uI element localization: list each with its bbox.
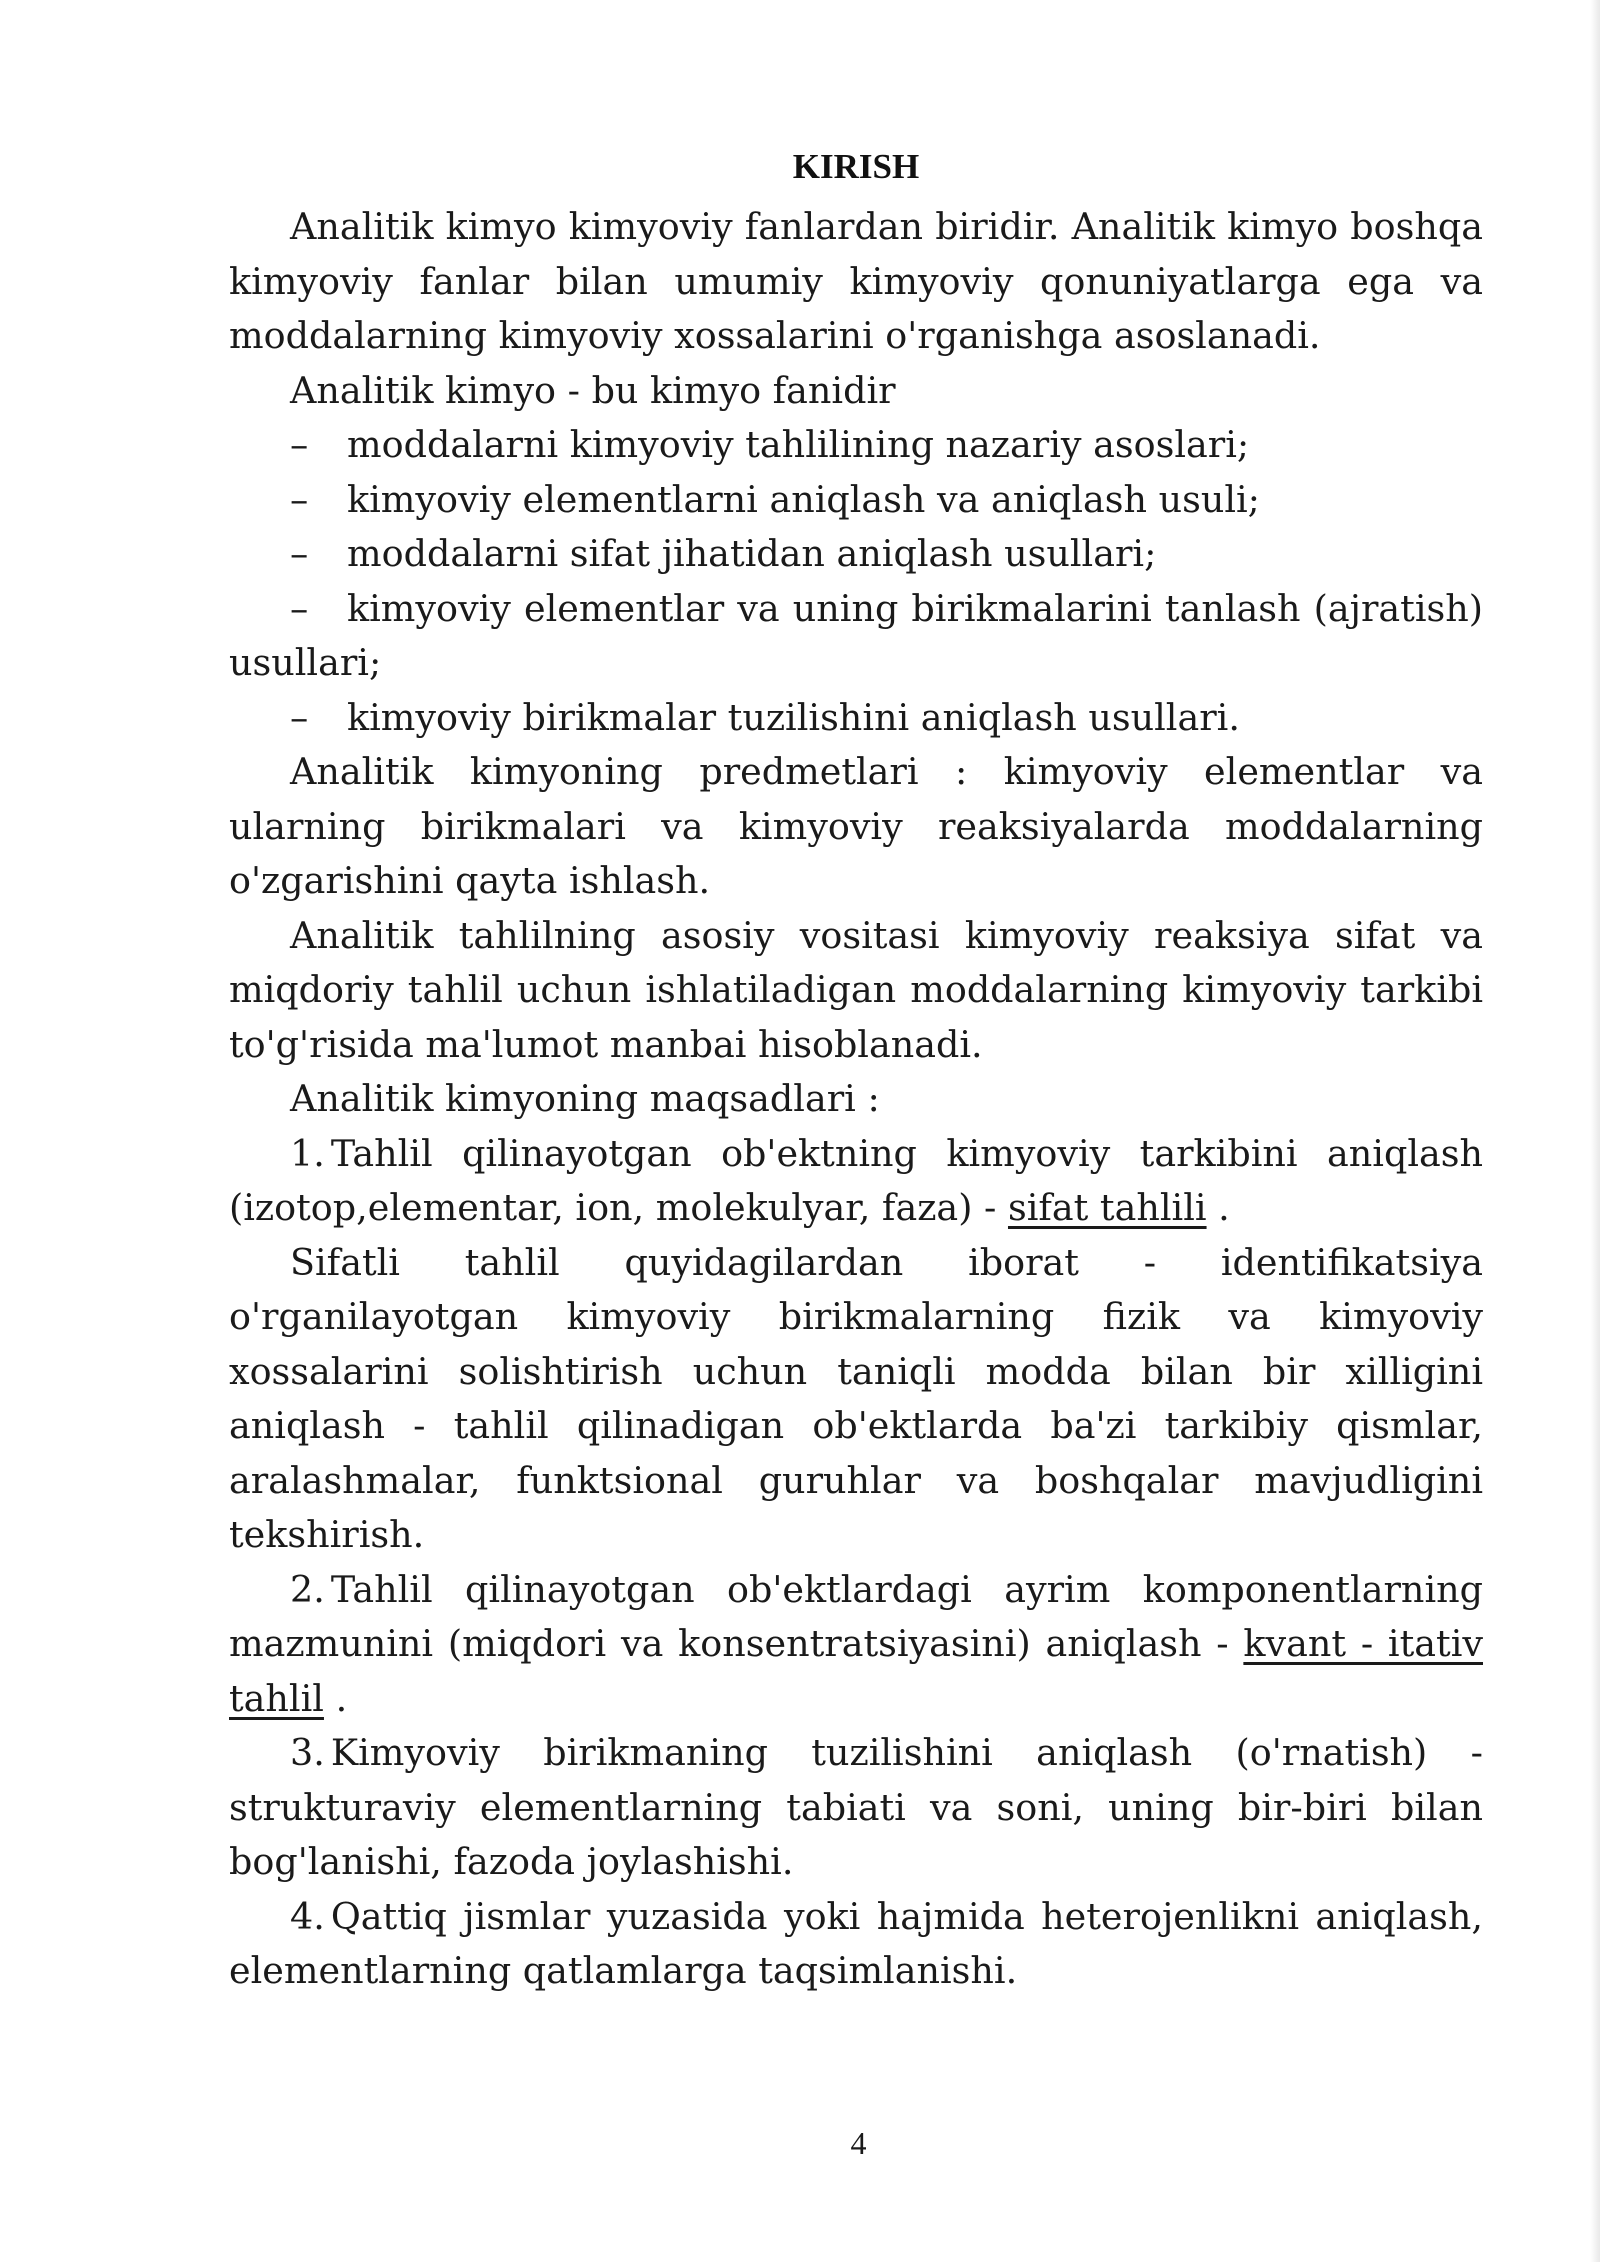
list-item-text: kimyoviy elementlarni aniqlash va aniqlash usuli; <box>347 477 1260 521</box>
goal-number: 3. <box>290 1731 325 1774</box>
quantitative-analysis-link[interactable]: kvant - itativ tahlil <box>229 1622 1483 1720</box>
qualitative-paragraph: Sifatli tahlil quyidagilardan iborat - identifikatsiya o'rganilayotgan kimyoviy birikmalarning fizik va kimyoviy xossalarini solishtirish uchun taniqli modda bilan bir xilligini aniqlash - tahlil qilinadigan ob'ektlarda ba'zi tarkibiy qismlar, aralashmalar, funktsional guruhlar va boshqalar mavjudligini tekshirish. <box>229 1240 1483 1556</box>
list-item <box>229 418 1483 473</box>
list-item <box>229 582 1483 691</box>
list-item-text: moddalarni sifat jihatidan aniqlash usullari; <box>347 532 1157 575</box>
goal-item-3 <box>229 1726 1483 1890</box>
page-title: KIRISH <box>792 147 920 186</box>
list-item-text: kimyoviy elementlar va uning birikmalarini tanlash (ajratish) usullari; <box>229 586 1483 684</box>
goal-text: Tahlil qilinayotgan ob'ektlardagi ayrim komponentlarning mazmunini (miqdori va konsentratsiyasini) aniqlash - <box>229 1567 1483 1665</box>
goal-number: 1. <box>290 1131 325 1175</box>
goals-heading: Analitik kimyoning maqsadlari : <box>290 1077 880 1120</box>
list-item <box>229 527 1483 582</box>
page-number: 4 <box>850 2125 867 2161</box>
definition-paragraph: Analitik kimyo - bu kimyo fanidir <box>290 368 896 412</box>
list-item-text: moddalarni kimyoviy tahlilining nazariy asoslari; <box>347 423 1250 466</box>
list-dash: – <box>290 532 309 575</box>
page-content <box>229 140 1483 1999</box>
goal-item-2 <box>229 1563 1483 1727</box>
definition-list <box>229 418 1483 745</box>
list-item <box>229 473 1483 528</box>
goal-number: 2. <box>290 1567 325 1611</box>
subject-paragraph: Analitik kimyoning predmetlari : kimyoviy elementlar va ularning birikmalari va kimyoviy reaksiyalarda moddalarning o'zgarishini qayta ishlash. <box>229 750 1483 902</box>
goal-text: Qattiq jismlar yuzasida yoki hajmida heterojenlikni aniqlash, elementlarning qatlamlarga taqsimlanishi. <box>229 1894 1483 1992</box>
list-dash: – <box>290 423 309 466</box>
goal-end: . <box>1206 1186 1230 1229</box>
tool-paragraph: Analitik tahlilning asosiy vositasi kimyoviy reaksiya sifat va miqdoriy tahlil uchun ishlatiladigan moddalarning kimyoviy tarkibi to'g'risida ma'lumot manbai hisoblanadi. <box>229 913 1483 1066</box>
page-edge-shadow <box>1590 0 1600 2262</box>
goal-item-1 <box>229 1127 1483 1236</box>
goal-item-4 <box>229 1890 1483 1999</box>
goal-text: Kimyoviy birikmaning tuzilishini aniqlash (o'rnatish) - strukturaviy elementlarning tabiati va soni, uning bir-biri bilan bog'lanishi, fazoda joylashishi. <box>229 1731 1483 1883</box>
list-dash: – <box>290 695 309 739</box>
goal-text: Tahlil qilinayotgan ob'ektning kimyoviy tarkibini aniqlash (izotop,elementar, ion, molekulyar, faza) - <box>229 1131 1483 1229</box>
list-dash: – <box>290 477 309 521</box>
list-item-text: kimyoviy birikmalar tuzilishini aniqlash usullari. <box>347 695 1240 739</box>
goal-number: 4. <box>290 1894 325 1938</box>
list-dash: – <box>290 586 309 630</box>
intro-paragraph: Analitik kimyo kimyoviy fanlardan biridir. Analitik kimyo boshqa kimyoviy fanlar bilan umumiy kimyoviy qonuniyatlarga ega va moddalarning kimyoviy xossalarini o'rganishga asoslanadi. <box>229 205 1483 357</box>
qualitative-analysis-link[interactable]: sifat tahlili <box>1007 1186 1207 1229</box>
goal-end: . <box>323 1676 348 1720</box>
list-item <box>229 691 1483 746</box>
